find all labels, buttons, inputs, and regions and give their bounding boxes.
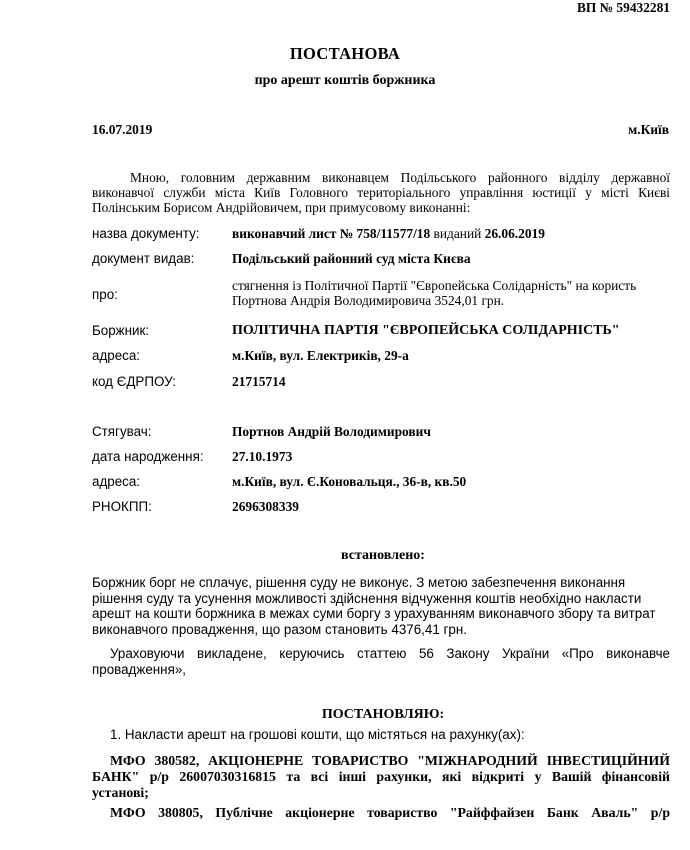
field-value: Подільський районний суд міста Києва <box>232 251 471 266</box>
document-subtitle: про арешт коштів боржника <box>254 73 436 88</box>
field-edrpou <box>0 374 690 390</box>
bank-line: МФО 380805, Публічне акціонерне товариство "Райффайзен Банк Аваль" р/р <box>110 805 670 820</box>
established-heading: встановлено: <box>341 548 425 563</box>
field-value: Портнов Андрій Володимирович <box>232 424 431 439</box>
field-debtor-address <box>0 348 690 364</box>
field-rnokpp <box>0 499 690 515</box>
field-label: адреса: <box>92 348 141 363</box>
field-value: 21715714 <box>232 374 286 389</box>
resolve-heading: ПОСТАНОВЛЯЮ: <box>321 707 445 722</box>
established-paragraph <box>92 575 670 637</box>
bank-line: установі; <box>92 785 149 800</box>
document-title: ПОСТАНОВА <box>289 44 401 63</box>
field-issued-by <box>0 251 690 267</box>
field-label: адреса: <box>92 474 141 489</box>
bank-line: МФО 380582, АКЦІОНЕРНЕ ТОВАРИСТВО "МІЖНАРОДНИЙ ІНВЕСТИЦІЙНИЙ <box>110 753 670 768</box>
field-document-name <box>0 226 690 242</box>
field-about <box>0 278 690 310</box>
field-value <box>232 226 545 242</box>
established-line: виконавчого провадження, що разом становить 4376,41 грн. <box>92 621 467 637</box>
intro-line: виконавчої служби міста Київ Головного територіального управління юстиції у місті Києві <box>92 185 670 200</box>
field-label: Боржник: <box>92 323 150 338</box>
field-value: ПОЛІТИЧНА ПАРТІЯ "ЄВРОПЕЙСЬКА СОЛІДАРНІСТЬ" <box>232 323 620 338</box>
established-line: арешт на кошти боржника в межах суми боргу з урахуванням виконавчого збору та витрат <box>92 606 656 622</box>
established-line: рішення суду та усунення можливості здійснення відчуження коштів необхідно накласти <box>92 590 642 606</box>
document-city: м.Київ <box>628 122 669 137</box>
field-creditor-address <box>0 474 690 490</box>
grounds-paragraph <box>92 646 670 677</box>
about-line: Портнова Андрія Володимировича 3524,01 грн. <box>232 293 505 308</box>
field-creditor <box>0 424 690 440</box>
field-value: 2696308339 <box>232 499 299 514</box>
field-value: м.Київ, вул. Є.Коновальця., 36-в, кв.50 <box>232 474 467 489</box>
grounds-line: Ураховуючи викладене, керуючись статтею 56 Закону України «Про виконавче <box>110 646 670 661</box>
intro-line: Мною, головним державним виконавцем Подільського районного відділу державної <box>130 170 670 185</box>
field-birth-date <box>0 449 690 465</box>
field-value: 27.10.1973 <box>232 449 293 464</box>
writ-date: 26.06.2019 <box>484 226 545 241</box>
field-label: документ видав: <box>92 251 195 266</box>
document-date: 16.07.2019 <box>92 122 153 137</box>
about-line: стягнення із Політичної Партії "Європейська Солідарність" на користь <box>232 278 637 293</box>
field-label: назва документу: <box>92 226 200 241</box>
writ-number: виконавчий лист № 758/11577/18 <box>232 226 431 241</box>
field-label: Стягувач: <box>92 424 152 439</box>
field-label: про: <box>92 287 118 302</box>
issued-word: виданий <box>430 226 485 241</box>
resolve-item-1: 1. Накласти арешт на грошові кошти, що містяться на рахунку(ах): <box>110 727 525 742</box>
field-label: РНОКПП: <box>92 499 152 514</box>
field-label: дата народження: <box>92 449 204 464</box>
case-number: ВП № 59432281 <box>576 0 670 15</box>
field-debtor <box>0 323 690 339</box>
grounds-line: провадження», <box>92 661 186 677</box>
established-line: Боржник борг не сплачує, рішення суду не виконує. З метою забезпечення виконання <box>92 575 626 590</box>
field-value: м.Київ, вул. Електриків, 29-а <box>232 348 409 363</box>
bank-line: БАНК" р/р 26007030316815 та всі інші рахунки, які відкриті у Вашій фінансовій <box>92 769 670 784</box>
intro-line: Полінським Борисом Андрійовичем, при примусовому виконанні: <box>92 200 471 215</box>
field-label: код ЄДРПОУ: <box>92 374 176 389</box>
field-value <box>232 278 672 308</box>
intro-paragraph <box>92 170 670 215</box>
bank-account-1 <box>92 753 670 801</box>
bank-account-2 <box>92 805 670 821</box>
